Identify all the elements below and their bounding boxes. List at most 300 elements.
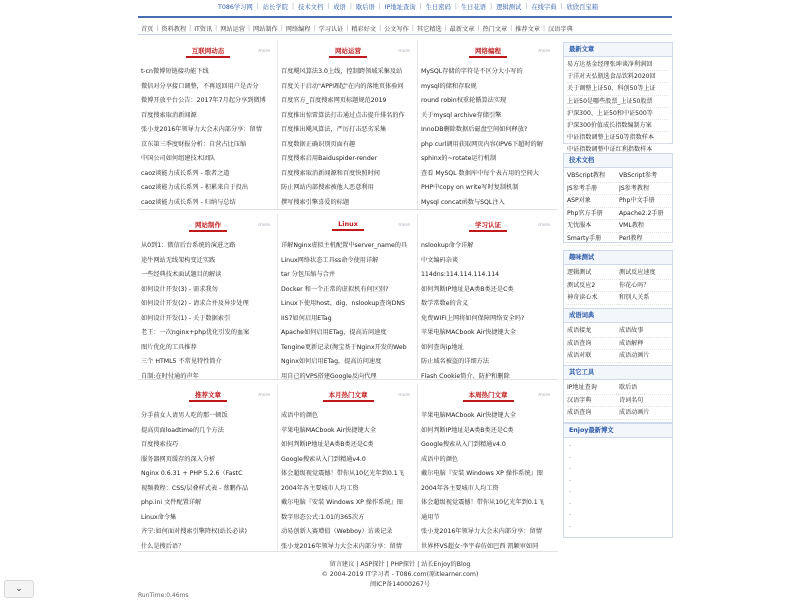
article-link[interactable]: 图片优化的工具推荐 (141, 343, 197, 351)
list-item (141, 496, 275, 511)
article-link[interactable]: 百度推出惊雷算法打击通过点击提升排名的作 (281, 111, 405, 119)
section-title (278, 220, 418, 228)
sidebar-blog-item[interactable]: · (569, 454, 571, 462)
top-link-separator: | (454, 2, 457, 10)
nav-separator: | (411, 25, 414, 32)
footer-link[interactable]: PHP探针 (390, 561, 416, 568)
article-link[interactable]: 如何设计开发(2) - 请求合并及异步处理 (141, 300, 249, 307)
sidebar-docs-item[interactable]: 无忧服本 (567, 220, 619, 233)
article-link[interactable]: 张小龙2016年领导力大会未内部分享：留情 (141, 126, 262, 133)
article-link[interactable]: 什么是搜后语？ (141, 542, 185, 550)
article-link[interactable]: 世界杯VS超女·李宇春仿如巴西 凯颖审如同 (421, 542, 539, 550)
article-link[interactable]: 中文编码杂谈 (421, 256, 459, 264)
article-link[interactable]: 老王：一次nginx+php优化引发的血案 (141, 329, 250, 336)
list-item (141, 409, 275, 424)
nav-item[interactable]: 推荐文章 (515, 26, 540, 33)
section-more-link[interactable]: more (258, 49, 270, 54)
top-link-separator: | (490, 2, 493, 10)
article-link[interactable]: 京东第三季度财报分析：自营占比压缩 (141, 140, 247, 148)
article-link[interactable]: 分手前女人请男人吃的那一顿饭 (141, 412, 228, 419)
article-section (278, 40, 418, 209)
article-list (281, 239, 415, 384)
top-link-separator: | (525, 2, 528, 10)
article-link[interactable]: php.ini 文件配置详解 (141, 499, 202, 506)
article-link[interactable]: php curl调用获取网页内容(IPV6下超时的解 (421, 140, 543, 148)
sidebar-latest-item[interactable]: 于洋对天弘瓶选食品饮料2020回 (567, 71, 669, 83)
sidebar-idiom-item[interactable]: 成语动画片 (619, 350, 671, 363)
sidebar-tools (563, 365, 673, 423)
sidebar-fun-item[interactable]: 和别人关系 (619, 292, 671, 305)
sidebar-docs-item[interactable]: ASP对象 (567, 195, 619, 208)
list-item (281, 370, 415, 385)
section-header (418, 214, 558, 234)
sidebar-fun-item[interactable]: 神奇读心术 (567, 292, 619, 305)
list-item (281, 297, 415, 312)
section-title-text[interactable]: 网络编程 (469, 47, 507, 58)
article-list (281, 65, 415, 210)
list-item (421, 80, 555, 95)
article-link[interactable]: Docker 和一个正常的虚拟机有何区别? (281, 285, 389, 293)
nav-item[interactable]: 公文写作 (384, 26, 409, 33)
nav-item[interactable]: 最新文章 (449, 26, 475, 33)
nav-item[interactable]: 首页 (141, 26, 154, 33)
sidebar-idiom-item[interactable]: 成语故事 (619, 325, 671, 338)
article-link[interactable]: 服务器网页缓存的深入分析 (141, 455, 216, 463)
sidebar-docs-item[interactable]: VBScript参考 (619, 170, 671, 183)
list-item (421, 355, 555, 370)
top-link[interactable]: 生日密码 (425, 3, 451, 11)
article-link[interactable]: PHP中copy on write写时复制机制 (421, 184, 519, 191)
article-link[interactable]: InnoDB删除数据后磁盘空间如何释放? (421, 126, 528, 133)
nav-separator: | (247, 25, 250, 32)
list-item (421, 283, 555, 298)
nav-item[interactable]: 学习认证 (318, 26, 344, 33)
nav-separator: | (156, 25, 159, 32)
article-link[interactable]: caoz谈能力成长系列 - 积累来自于投出 (141, 184, 249, 191)
sidebar-latest-item[interactable]: 上证50是哪些股票_上证50股票 (567, 96, 669, 108)
sidebar-docs-item[interactable]: JS参考教程 (619, 183, 671, 196)
sidebar-docs-item[interactable]: Smarty手册 (567, 233, 619, 246)
article-link[interactable]: 百度搜索取消新闻源 (141, 111, 197, 119)
sidebar-fun-item[interactable]: 测试反应速度 (619, 267, 671, 280)
section-header (418, 40, 558, 60)
article-link[interactable]: 张小龙2016年领导力大会未内部分享：留情 (281, 542, 402, 550)
list-item (421, 196, 555, 211)
runtime-text: RunTime:0.46ms (138, 592, 189, 599)
footer-link[interactable]: 留言建议 (329, 561, 355, 568)
section-more-link[interactable]: more (258, 223, 270, 228)
list-item (421, 138, 555, 153)
footer-links (0, 560, 800, 570)
sidebar-idiom-item[interactable]: 成语对联 (567, 350, 619, 363)
nav-separator: | (379, 25, 382, 32)
article-link[interactable]: 防止域名被盗的详细方法 (421, 358, 490, 365)
section-more-link[interactable]: more (398, 223, 410, 228)
article-link[interactable]: 用自己的VPS搭建Google反向代理 (281, 372, 377, 380)
list-item (421, 525, 555, 540)
article-link[interactable]: 戴尔电脑『安装 Windows XP 操作系统』图 (421, 470, 543, 477)
sidebar-blog-item[interactable]: · (569, 477, 571, 485)
footer-link[interactable]: 站长Enjoy的Blog (421, 561, 471, 568)
chevron-down-icon[interactable]: ⌄ (4, 580, 34, 598)
article-link[interactable]: 2004年各主要城市人均工资 (281, 484, 359, 492)
article-link[interactable]: 通用节 (421, 513, 440, 521)
article-link[interactable]: 苹果电脑MACbook Air快捷键大全 (421, 412, 517, 419)
article-link[interactable]: 数字形态公式:1.01的365次方 (281, 513, 365, 521)
list-item (281, 355, 415, 370)
list-item (421, 424, 555, 439)
sidebar-latest-title: 最新文章 (564, 43, 672, 57)
sidebar-blog-item[interactable]: · (569, 489, 571, 496)
article-row (138, 40, 558, 210)
article-link[interactable]: 百度搜索取消新闻源和百度快照时间 (281, 169, 380, 177)
list-item (421, 370, 555, 385)
sidebar-fun-item[interactable]: 测试反应2 (567, 280, 619, 293)
top-link-separator: | (291, 2, 295, 10)
nav-separator: | (280, 25, 283, 32)
article-section (418, 214, 558, 379)
section-title-text[interactable]: 网站运营 (329, 47, 367, 58)
sidebar-docs-item[interactable]: VML教程 (619, 220, 671, 233)
section-title-text[interactable]: Linux (332, 220, 364, 231)
list-item (281, 283, 415, 298)
article-link[interactable]: MySQL存储的字符是不区分大小写的 (421, 68, 523, 75)
top-link[interactable]: 在线字典 (531, 3, 557, 11)
top-link[interactable]: T086学习网 (218, 3, 253, 11)
article-link[interactable]: 百度官方_百度搜索网页标题规范2019 (281, 97, 387, 104)
section-more-link[interactable]: more (398, 49, 410, 54)
article-link[interactable]: Mysql concat函数与SQL注入 (421, 198, 505, 206)
article-link[interactable]: 体会超级视觉震撼！带你从10亿光年到0.1飞 (421, 499, 544, 506)
list-item (421, 239, 555, 254)
sidebar-tools-grid (564, 380, 672, 420)
sidebar-tools-item[interactable]: 歇后语 (619, 382, 671, 395)
article-link[interactable]: 从0到1：微信后台系统的演进之路 (141, 242, 236, 249)
top-link-separator: | (378, 2, 381, 10)
article-link[interactable]: 关于mysql archive存储引擎 (421, 111, 502, 119)
sidebar-blog-item[interactable]: · (569, 443, 571, 450)
nav-item[interactable]: 精彩好文 (351, 26, 377, 33)
article-link[interactable]: 百度搜索启用Baiduspider-render (281, 155, 378, 162)
top-link-separator: | (349, 2, 352, 10)
article-list (141, 409, 275, 554)
list-item (421, 438, 555, 453)
nav-item[interactable]: 网站制作 (252, 26, 278, 33)
article-link[interactable]: 体会超级视觉震撼！带你从10亿光年到0.1飞 (281, 470, 404, 477)
section-title-text[interactable]: 学习认证 (469, 221, 507, 232)
article-link[interactable]: 自制:在时付通的声年 (141, 372, 199, 380)
nav-separator: | (215, 25, 218, 32)
list-item (141, 424, 275, 439)
article-link[interactable]: nslookup命令详解 (421, 242, 474, 249)
article-link[interactable]: Apache如何启用ETag，提高访问速度 (281, 329, 387, 336)
nav-item[interactable]: 汉语字典 (548, 26, 573, 33)
sidebar-latest-item[interactable]: 易方达基金经理张坤谈净利润回 (567, 59, 669, 71)
nav-item[interactable]: 网站运营 (220, 26, 245, 33)
nav-separator: | (346, 25, 349, 32)
list-item (281, 453, 415, 468)
list-item (281, 312, 415, 327)
list-item (421, 94, 555, 109)
top-link[interactable]: IP地址查询 (384, 3, 416, 11)
article-link[interactable]: 免费WIFI上网将如何保障网络安全吗? (421, 314, 525, 322)
section-title (278, 46, 418, 55)
sidebar-docs-item[interactable]: VBScript教程 (567, 170, 619, 183)
article-link[interactable]: 撰写搜索引擎喜爱的标题 (281, 198, 350, 206)
article-link[interactable]: Nginx如何启用ETag，提高访问速度 (281, 358, 382, 365)
article-link[interactable]: 苹果电脑MACbook Air快捷键大全 (421, 329, 517, 336)
list-item (281, 167, 415, 182)
sidebar-idiom-grid (564, 323, 672, 363)
list-item (141, 65, 275, 80)
section-title (138, 390, 278, 399)
top-link[interactable]: 成语 (333, 3, 346, 11)
sidebar-tools-item[interactable]: 诗词名句 (619, 395, 671, 408)
list-item (141, 525, 275, 540)
section-more-link[interactable]: more (398, 393, 410, 398)
section-title-text[interactable]: 本周热门文章 (463, 391, 514, 402)
article-link[interactable]: 齐宁:如何面对搜索引擎降权(站长必读) (141, 528, 247, 535)
article-link[interactable]: 2004年各主要城市人均工资 (421, 484, 499, 492)
sidebar-fun-title: 趣味测试 (564, 251, 672, 265)
list-item (281, 123, 415, 138)
top-link[interactable]: 歇后语 (355, 3, 375, 11)
list-item (421, 496, 555, 511)
list-item (141, 138, 275, 153)
nav-separator: | (477, 25, 480, 32)
list-item (281, 268, 415, 283)
section-header (278, 214, 418, 234)
footer-copyright: © 2004-2019 IT学习者 - T086.com(原itlearner.com) (321, 571, 479, 578)
article-link[interactable]: 百度搜索技巧 (141, 441, 179, 448)
list-item (141, 181, 275, 196)
sidebar-fun-grid (564, 265, 672, 305)
sidebar-docs (563, 153, 673, 243)
category-nav (138, 23, 672, 35)
article-link[interactable]: 数学常数e的含义 (421, 300, 469, 307)
article-link[interactable]: 百度飓风算法3.0上线，控制跨领域采集及站 (281, 68, 403, 75)
sidebar-tools-title: 其它工具 (564, 366, 672, 380)
sidebar-docs-item[interactable]: JS参考手册 (567, 183, 619, 196)
article-list (421, 409, 555, 554)
article-link[interactable]: round robin权重轮循算法实现 (421, 97, 507, 104)
list-item (421, 109, 555, 124)
nav-separator: | (313, 25, 316, 32)
footer-separator: | (415, 561, 422, 568)
article-link[interactable]: 成语中的颜色 (421, 455, 459, 463)
article-link[interactable]: 成语中的颜色 (281, 412, 319, 419)
article-link[interactable]: IIS7如何启用ETag (281, 314, 332, 322)
list-item (281, 424, 415, 439)
list-item (421, 326, 555, 341)
sidebar-latest-item[interactable]: 中证指数调整上证50等指数样本 (567, 132, 669, 144)
article-link[interactable]: 视频教程：CSS/层叠样式表 - 蔡鹏作品 (141, 484, 249, 492)
article-section (138, 40, 278, 209)
top-link[interactable]: 生日花语 (460, 3, 487, 11)
list-item (141, 438, 275, 453)
nav-item[interactable]: 资料教程 (161, 26, 187, 33)
footer-link[interactable]: ASP探针 (360, 561, 385, 568)
article-link[interactable]: 张小龙2016年领导力大会未内部分享：留情 (421, 528, 542, 535)
section-header (138, 384, 278, 404)
article-link[interactable]: sphinx的~rotate运行机制 (421, 155, 497, 162)
footer-separator: | (354, 561, 361, 568)
list-item (281, 196, 415, 211)
sidebar-blog-item[interactable]: · (569, 500, 571, 508)
article-link[interactable]: 查看 MySQL 数据库中每个表占用的空间大 (421, 169, 539, 177)
section-header (138, 40, 278, 60)
list-item (421, 511, 555, 526)
list-item (421, 409, 555, 424)
footer-icp[interactable]: 闽ICP备14000267号 (370, 581, 430, 588)
top-link[interactable]: 逻辑测试 (496, 3, 522, 11)
section-title-text[interactable]: 网站制作 (189, 221, 227, 232)
sidebar-idiom-item[interactable]: 成语查询 (567, 338, 619, 351)
article-link[interactable]: 如何设计开发(3) - 需求我勿 (141, 285, 218, 293)
article-link[interactable]: 动易创新人赛增值（Webboy）访谈记录 (281, 528, 393, 535)
article-link[interactable]: Linux命令集 (141, 513, 177, 521)
sidebar-tools-item[interactable]: 成语动画片 (619, 407, 671, 420)
list-item (281, 80, 415, 95)
article-link[interactable]: 微信对分享接口调整，不再返回用户是否分 (141, 82, 259, 90)
sidebar-idiom-item[interactable]: 成语解释 (619, 338, 671, 351)
article-link[interactable]: 详解Nginx虚拟主机配置中server_name的具 (281, 242, 408, 249)
top-link-bar (0, 0, 800, 12)
list-item (421, 482, 555, 497)
list-item (281, 94, 415, 109)
article-link[interactable]: Nginx 0.6.31 + PHP 5.2.6（FastC (141, 470, 243, 477)
section-title (418, 220, 558, 229)
sidebar-blog-item[interactable]: · (569, 512, 571, 519)
article-link[interactable]: 百度推出飓风算法，严厉打击恶劣采集 (281, 126, 387, 133)
list-item (141, 109, 275, 124)
nav-item[interactable]: 热门文章 (482, 26, 508, 33)
header-divider (138, 16, 672, 18)
article-link[interactable]: t-cn微博短链接功能下线 (141, 68, 209, 75)
footer-separator: | (384, 561, 391, 568)
sidebar-latest-item[interactable]: 中证指数调整中证红利指数样本 (567, 144, 669, 156)
list-item (281, 467, 415, 482)
sidebar-docs-item[interactable]: Php官方手册 (567, 208, 619, 221)
article-link[interactable]: caoz谈能力成长系列 - 歌者之道 (141, 169, 230, 177)
sidebar-docs-title: 技术文档 (564, 154, 672, 168)
sidebar-latest-list (564, 57, 672, 157)
sidebar-docs-item[interactable]: Apache2.2手册 (619, 208, 671, 221)
list-item (281, 496, 415, 511)
article-link[interactable]: 戴尔电脑『安装 Windows XP 操作系统』图 (281, 499, 403, 506)
sidebar-blog-item[interactable]: · (569, 466, 571, 473)
article-link[interactable]: Flash Cookie简介、防护和删除 (421, 372, 510, 380)
list-item (281, 152, 415, 167)
article-link[interactable]: 中国公司如何组建技术团队 (141, 155, 216, 162)
section-title-text[interactable]: 互联网动态 (186, 47, 231, 58)
top-link[interactable]: 技术文档 (298, 3, 324, 11)
sidebar-docs-item[interactable]: Php中文手册 (619, 195, 671, 208)
sidebar-fun-item[interactable]: 逻辑测试 (567, 267, 619, 280)
top-link-separator: | (419, 2, 422, 10)
article-link[interactable]: 微博开放平台公告：2017年7月起分享到微博 (141, 97, 266, 104)
section-header (418, 384, 558, 404)
section-title-text[interactable]: 本月热门文章 (323, 391, 374, 402)
article-link[interactable]: Linux网络状态工具ss命令使用详解 (281, 256, 379, 264)
article-link[interactable]: tar 分包压缩与合并 (281, 271, 336, 278)
top-link-separator: | (560, 2, 563, 10)
top-link[interactable]: 欣欣百宝箱 (566, 3, 599, 11)
list-item (141, 123, 275, 138)
article-link[interactable]: 百度关于启动"APP调起"在内的落地页体验问 (281, 82, 404, 90)
article-link[interactable]: Google搜索从入门到精通v4.0 (421, 441, 506, 448)
list-item (141, 94, 275, 109)
article-link[interactable]: 防止网站内部搜索被他人恶意利用 (281, 184, 374, 191)
list-item (421, 341, 555, 356)
article-link[interactable]: caoz谈能力成长系列 - 归纳与总结 (141, 198, 236, 206)
article-link[interactable]: Google搜索从入门到精通v4.0 (281, 455, 366, 463)
list-item (281, 65, 415, 80)
article-list (421, 239, 555, 384)
nav-item[interactable]: 网络编程 (285, 26, 311, 33)
nav-separator: | (542, 25, 546, 32)
sidebar-idiom-item[interactable]: 成语接龙 (567, 325, 619, 338)
list-item (281, 326, 415, 341)
nav-item[interactable]: IT资讯 (194, 26, 213, 33)
list-item (281, 181, 415, 196)
list-item (141, 80, 275, 95)
list-item (281, 138, 415, 153)
section-more-link[interactable]: more (538, 49, 550, 54)
article-link[interactable]: Tengine更新记录(淘宝基于Nginx开发的Web (281, 343, 407, 351)
sidebar-tools-item[interactable]: 汉语字典 (567, 395, 619, 408)
section-more-link[interactable]: more (538, 393, 550, 398)
nav-item[interactable]: 其它精选 (416, 26, 442, 33)
article-link[interactable]: 如何判断IP地址是A类B类还是C类 (281, 441, 374, 448)
nav-separator: | (189, 25, 192, 32)
article-link[interactable]: 提高页面loadtime的几个方法 (141, 426, 224, 434)
article-link[interactable]: 一些经典技术面试题目的解读 (141, 271, 222, 278)
nav-separator: | (510, 25, 513, 32)
list-item (141, 370, 275, 385)
section-title-text[interactable]: 推荐文章 (189, 391, 227, 402)
sidebar-latest-item[interactable]: 沪深300价值成长指数编制方案 (567, 120, 669, 132)
article-link[interactable]: mysql的储和存取规 (421, 82, 477, 90)
article-link[interactable]: 如何设计开发(1) - 关于数据索引 (141, 314, 231, 322)
list-item (281, 341, 415, 356)
article-link[interactable]: 如何判断IP地址是A类B类还是C类 (421, 285, 514, 293)
section-more-link[interactable]: more (258, 393, 270, 398)
section-title (418, 390, 558, 399)
sidebar-tools-item[interactable]: IP地址查询 (567, 382, 619, 395)
sidebar-latest-item[interactable]: 关于调整上证50、科创50等上证 (567, 83, 669, 95)
article-link[interactable]: Linux下使用host、dig、nslookup查询DNS (281, 300, 405, 307)
article-link[interactable]: 途牛网站无线架构变迁实践 (141, 256, 216, 264)
article-link[interactable]: 百度数据正确识别页面有趣 (281, 140, 356, 148)
article-link[interactable]: 苹果电脑MACbook Air快捷键大全 (281, 426, 377, 434)
article-link[interactable]: 如何判断IP地址是A类B类还是C类 (421, 426, 514, 434)
top-link-separator: | (327, 2, 330, 10)
article-link[interactable]: 三个 HTML5 不常见特性简介 (141, 358, 222, 365)
sidebar-latest-item[interactable]: 沪深300、上证50和中证500等 (567, 108, 669, 120)
sidebar-blog-list (564, 438, 672, 533)
list-item (421, 268, 555, 283)
article-link[interactable]: 如何查询ip地址 (421, 343, 464, 351)
sidebar-fun-item[interactable]: 你花心吗？ (619, 280, 671, 293)
section-title (418, 46, 558, 55)
top-link[interactable]: 站长学院 (262, 3, 288, 11)
sidebar-tools-item[interactable]: 成语查询 (567, 407, 619, 420)
article-link[interactable]: 114dns:114.114.114.114 (421, 271, 500, 278)
sidebar-docs-item[interactable]: Perl教程 (619, 233, 671, 246)
section-more-link[interactable]: more (538, 223, 550, 228)
sidebar-blog-item[interactable]: · (569, 523, 571, 531)
